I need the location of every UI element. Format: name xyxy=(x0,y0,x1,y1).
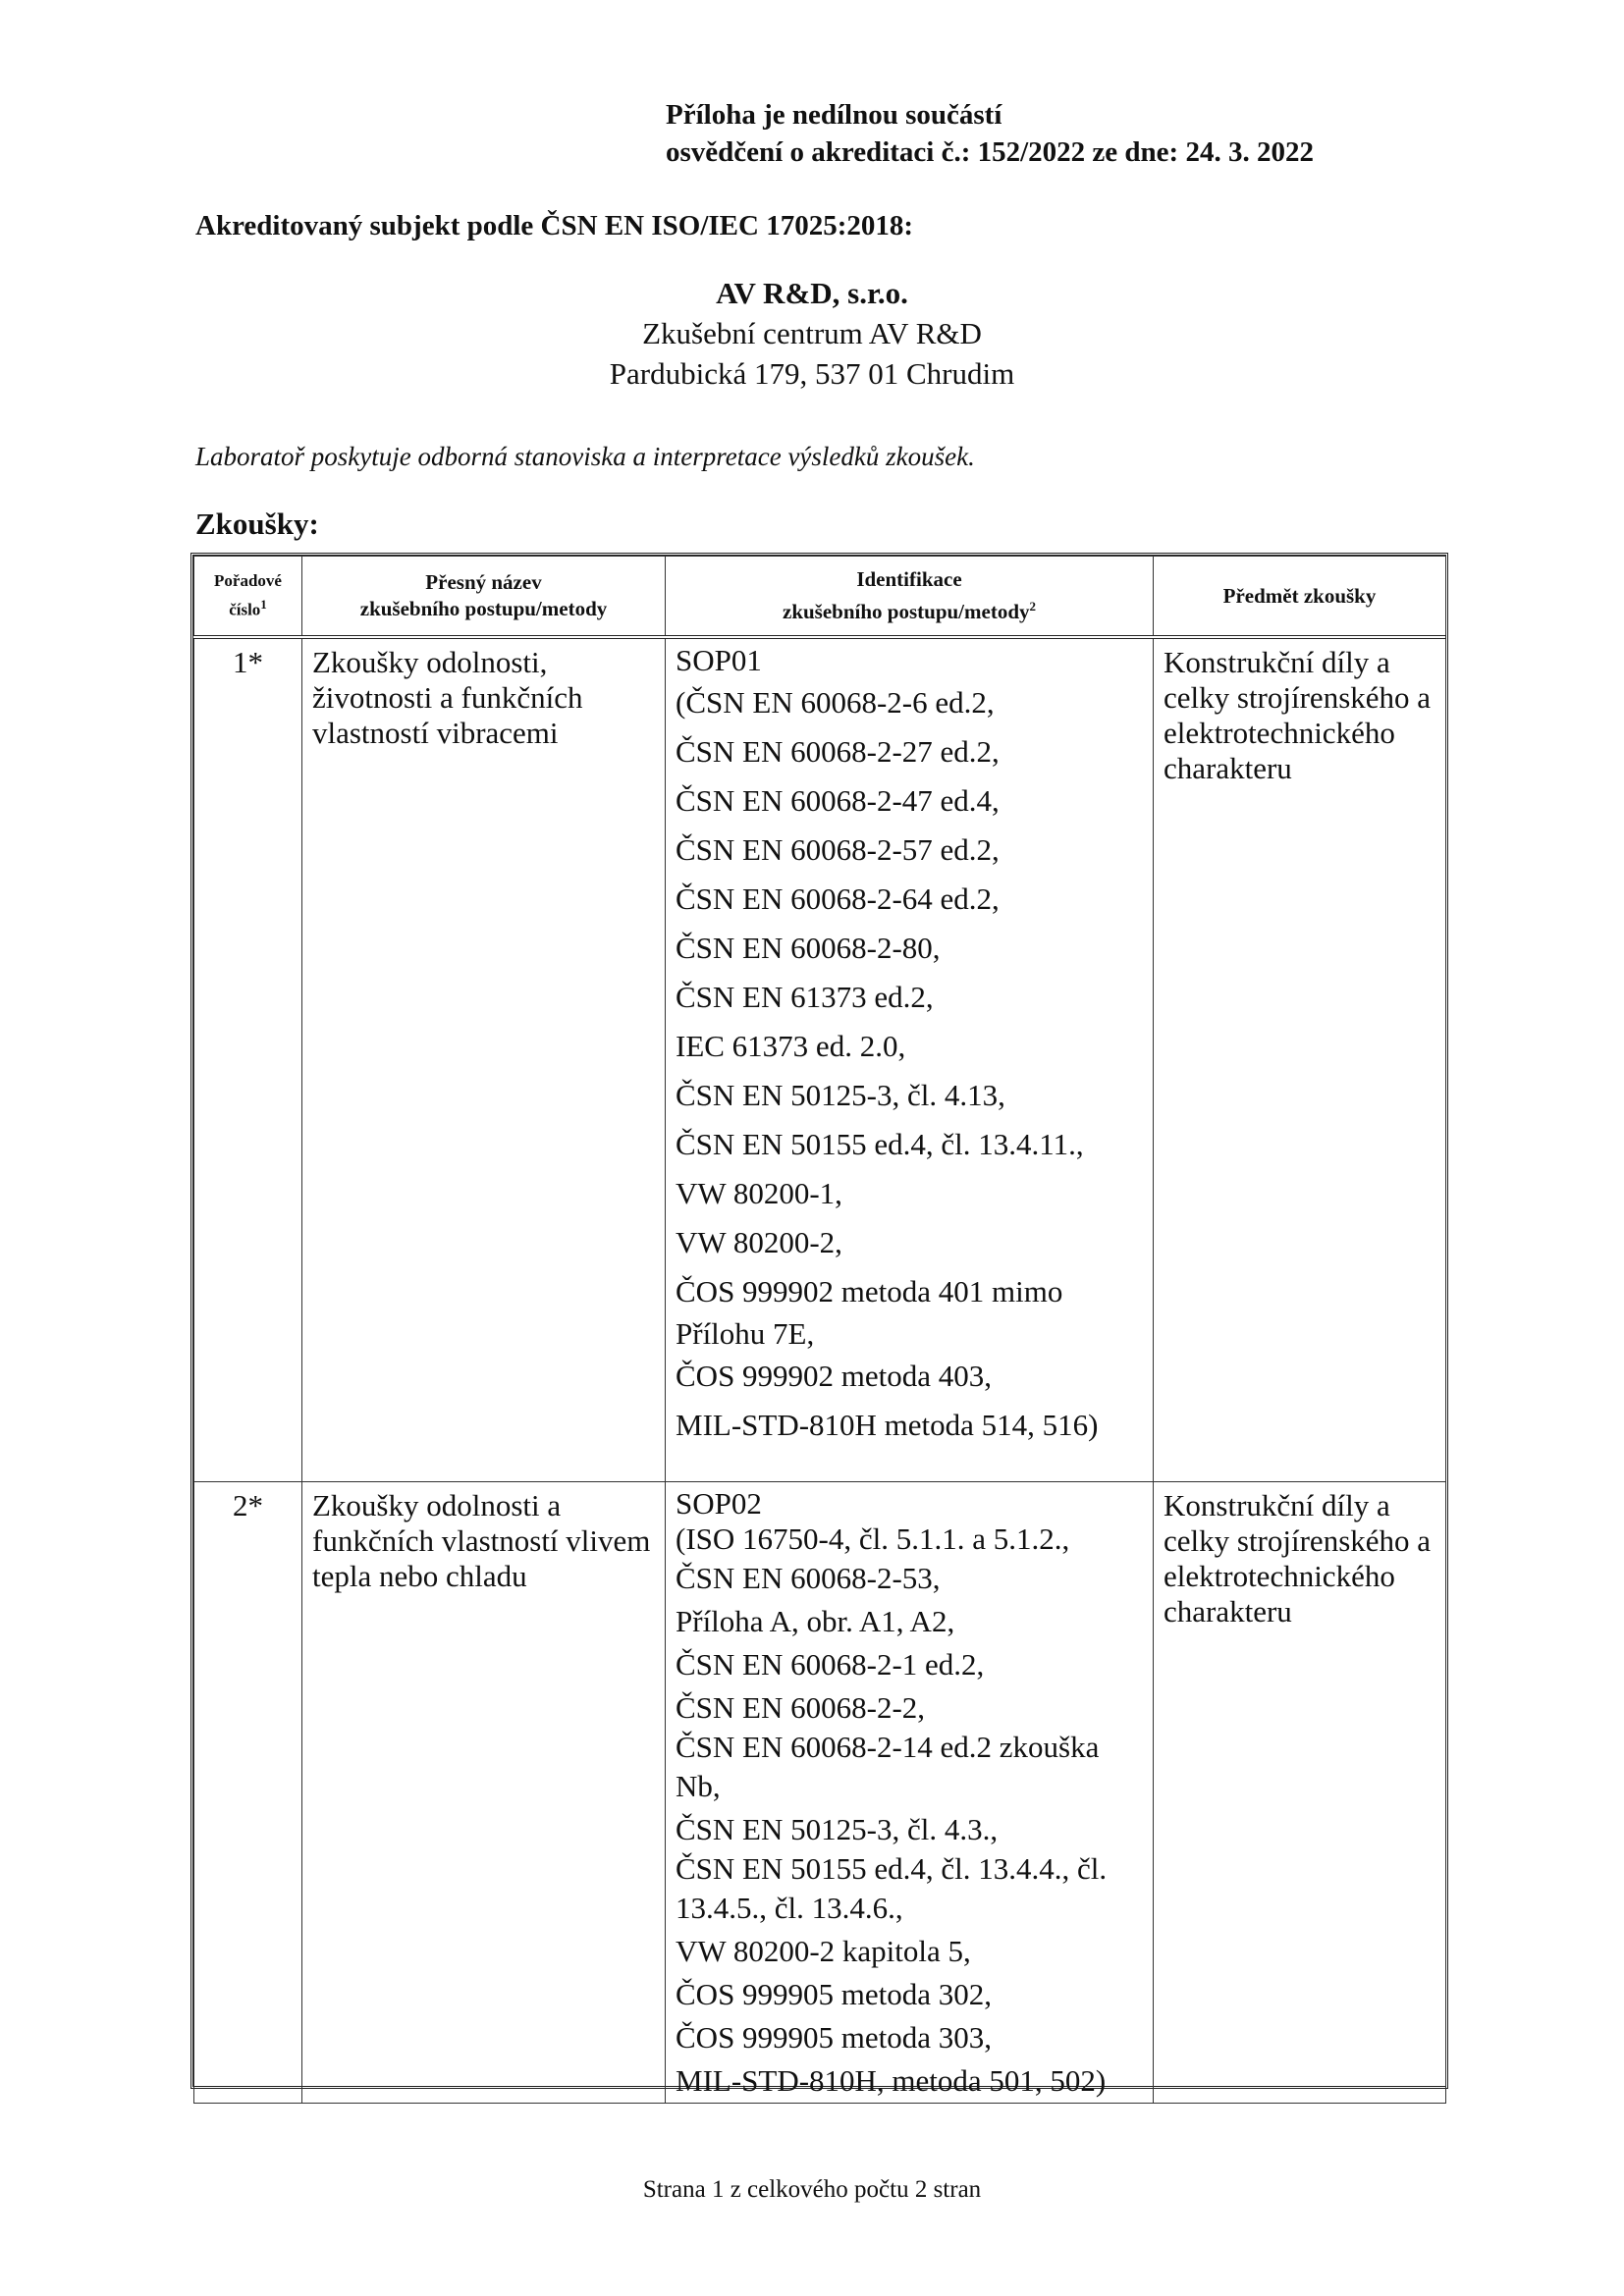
table-row xyxy=(194,1481,1446,2103)
method-line: MIL-STD-810H metoda 514, 516) xyxy=(676,1408,1099,1442)
method-line: Nb, xyxy=(676,1768,721,1803)
method-line: ČSN EN 60068-2-1 ed.2, xyxy=(676,1646,985,1682)
method-line: ČSN EN 60068-2-47 ed.4, xyxy=(676,783,1000,818)
table-header-row xyxy=(194,557,1446,638)
organization-address: Pardubická 179, 537 01 Chrudim xyxy=(609,356,1015,391)
test-subject: Konstrukční díly a celky strojírenského a elektrotechnického charakteru xyxy=(1154,637,1446,1481)
method-line: ČSN EN 60068-2-80, xyxy=(676,931,941,965)
table-row xyxy=(194,637,1446,1481)
method-line: ČSN EN 60068-2-27 ed.2, xyxy=(676,734,1000,769)
method-line: ČOS 999905 metoda 302, xyxy=(676,1976,993,2011)
column-header-name xyxy=(302,557,666,638)
footnote-marker-2: 2 xyxy=(1029,599,1036,614)
method-line: VW 80200-2, xyxy=(676,1225,842,1259)
organization-name: AV R&D, s.r.o. xyxy=(716,276,908,310)
organization-block xyxy=(0,273,1624,394)
method-line: (ISO 16750-4, čl. 5.1.1. a 5.1.2., xyxy=(676,1521,1070,1556)
method-line: ČOS 999902 metoda 401 mimo xyxy=(676,1274,1063,1308)
method-line: MIL-STD-810H, metoda 501, 502) xyxy=(676,2062,1107,2098)
test-methods xyxy=(666,637,1154,1481)
tests-table-wrapper xyxy=(190,553,1448,2098)
method-line: 13.4.5., čl. 13.4.6., xyxy=(676,1890,903,1925)
column-header-ident-line1: Identifikace xyxy=(856,567,962,591)
column-header-ident-line2: zkušebního postupu/metody xyxy=(783,600,1030,623)
row-number: 2* xyxy=(194,1481,302,2103)
attachment-header xyxy=(666,96,1314,171)
method-line: ČOS 999902 metoda 403, xyxy=(676,1359,993,1393)
column-header-subject: Předmět zkoušky xyxy=(1154,557,1446,638)
attachment-header-line1: Příloha je nedílnou součástí xyxy=(666,99,1002,131)
method-line: (ČSN EN 60068-2-6 ed.2, xyxy=(676,685,995,720)
method-line: ČSN EN 60068-2-14 ed.2 zkouška xyxy=(676,1729,1100,1764)
method-line: ČSN EN 60068-2-53, xyxy=(676,1560,941,1595)
test-methods xyxy=(666,1481,1154,2103)
test-name: Zkoušky odolnosti a funkčních vlastností vlivem tepla nebo chladu xyxy=(302,1481,666,2103)
method-line: SOP01 xyxy=(676,643,762,677)
method-line: ČOS 999905 metoda 303, xyxy=(676,2019,993,2055)
attachment-header-line2: osvědčení o akreditaci č.: 152/2022 ze dne: 24. 3. 2022 xyxy=(666,136,1314,168)
test-name: Zkoušky odolnosti, životnosti a funkčních vlastností vibracemi xyxy=(302,637,666,1481)
footnote-marker-1: 1 xyxy=(260,597,267,613)
method-line: ČSN EN 60068-2-57 ed.2, xyxy=(676,832,1000,867)
row-number: 1* xyxy=(194,637,302,1481)
column-header-order xyxy=(194,557,302,638)
method-line: ČSN EN 61373 ed.2, xyxy=(676,980,934,1014)
test-subject: Konstrukční díly a celky strojírenského a elektrotechnického charakteru xyxy=(1154,1481,1446,2103)
column-header-identification xyxy=(666,557,1154,638)
page-footer: Strana 1 z celkového počtu 2 stran xyxy=(642,2176,982,2203)
method-line: ČSN EN 50155 ed.4, čl. 13.4.11., xyxy=(676,1127,1084,1161)
method-line: SOP02 xyxy=(676,1485,762,1521)
tests-table xyxy=(193,556,1446,2104)
method-line: ČSN EN 60068-2-64 ed.2, xyxy=(676,881,1000,916)
column-header-order-line2: číslo xyxy=(229,600,261,619)
accredited-subject-title: Akreditovaný subjekt podle ČSN EN ISO/IEC 17025:2018: xyxy=(195,210,914,241)
column-header-order-line1: Pořadové xyxy=(214,571,282,591)
method-line: ČSN EN 50125-3, čl. 4.3., xyxy=(676,1811,999,1846)
method-line: Příloha A, obr. A1, A2, xyxy=(676,1603,955,1638)
tests-heading: Zkoušky: xyxy=(195,507,319,541)
organization-unit: Zkušební centrum AV R&D xyxy=(642,316,982,350)
method-line: ČSN EN 50125-3, čl. 4.13, xyxy=(676,1078,1005,1112)
method-line: VW 80200-1, xyxy=(676,1176,842,1210)
column-header-name-line1: Přesný název xyxy=(425,570,542,594)
method-line: ČSN EN 50155 ed.4, čl. 13.4.4., čl. xyxy=(676,1850,1108,1886)
method-line: ČSN EN 60068-2-2, xyxy=(676,1689,926,1725)
method-line: VW 80200-2 kapitola 5, xyxy=(676,1933,971,1968)
method-line: IEC 61373 ed. 2.0, xyxy=(676,1029,906,1063)
method-line: Přílohu 7E, xyxy=(676,1316,815,1351)
column-header-name-line2: zkušebního postupu/metody xyxy=(359,597,608,620)
laboratory-note: Laboratoř poskytuje odborná stanoviska a interpretace výsledků zkoušek. xyxy=(195,442,975,471)
